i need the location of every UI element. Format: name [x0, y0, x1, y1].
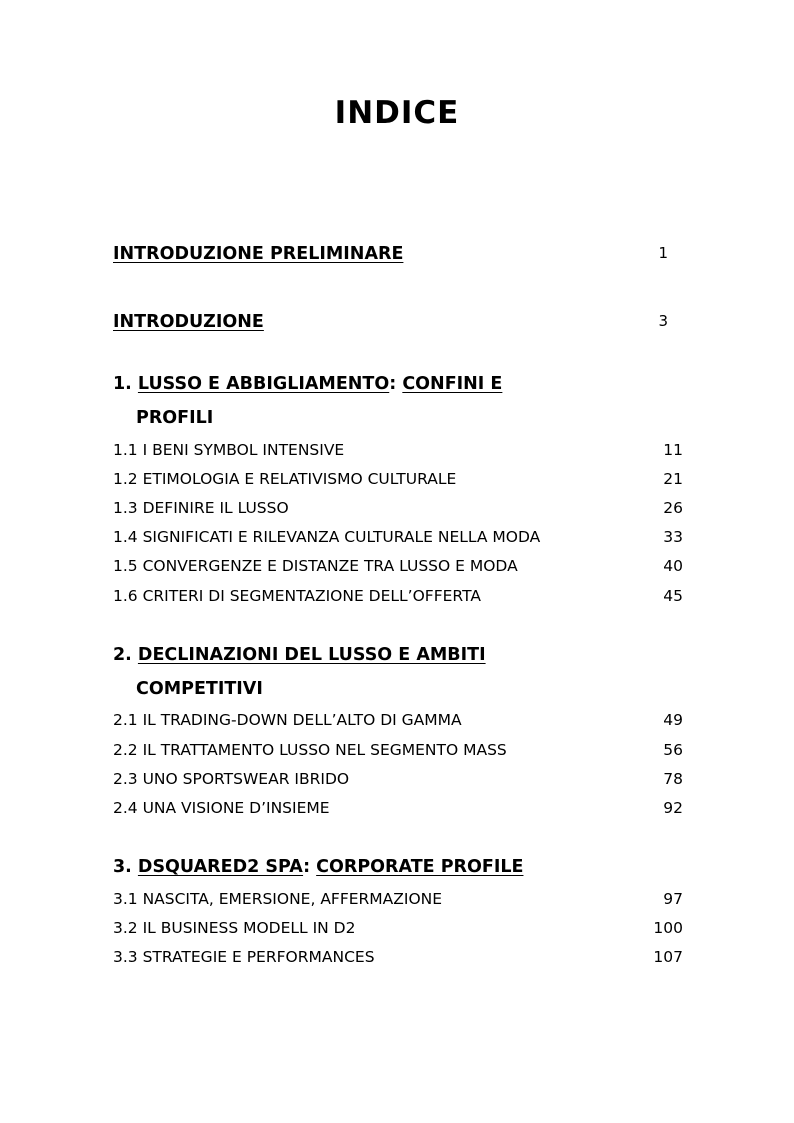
toc-entry[interactable] — [113, 557, 683, 583]
toc-entry-page: 97 — [663, 890, 683, 908]
toc-entry-page: 56 — [663, 741, 683, 759]
chapter-title-separator: : — [303, 857, 311, 877]
chapter-title-part: DSQUARED2 SPA — [137, 857, 304, 877]
chapter-title-part: CONFINI E — [402, 374, 503, 394]
page-title: INDICE — [334, 95, 460, 131]
toc-entry-label: 1.5 CONVERGENZE E DISTANZE TRA LUSSO E MODA — [113, 557, 518, 575]
chapter-1-heading[interactable] — [113, 374, 502, 394]
toc-entry[interactable] — [113, 499, 683, 525]
toc-entry-label: 1.1 I BENI SYMBOL INTENSIVE — [113, 441, 345, 459]
toc-entry-label: 2.3 UNO SPORTSWEAR IBRIDO — [113, 770, 350, 788]
toc-entry-page: 33 — [663, 528, 683, 546]
toc-entry-label: 2.2 IL TRATTAMENTO LUSSO NEL SEGMENTO MASS — [113, 741, 507, 759]
toc-entry[interactable] — [113, 741, 683, 767]
toc-entry[interactable] — [113, 587, 683, 613]
toc-entry-label: 3.2 IL BUSINESS MODELL IN D2 — [113, 919, 356, 937]
toc-entry-page: 11 — [663, 441, 683, 459]
chapter-3-heading[interactable] — [113, 857, 523, 877]
toc-entry-label: 1.4 SIGNIFICATI E RILEVANZA CULTURALE NELLA MODA — [113, 528, 541, 546]
toc-entry-page: 100 — [653, 919, 683, 937]
chapter-title-part: COMPETITIVI — [136, 679, 263, 699]
toc-entry[interactable] — [113, 711, 683, 737]
chapter-number: 3. — [113, 857, 132, 877]
toc-entry[interactable] — [113, 799, 683, 825]
toc-entry-label: 2.1 IL TRADING-DOWN DELL’ALTO DI GAMMA — [113, 711, 462, 729]
chapter-title-part: DECLINAZIONI DEL LUSSO E AMBITI — [137, 645, 486, 665]
toc-entry[interactable] — [113, 441, 683, 467]
toc-entry-page: 40 — [663, 557, 683, 575]
toc-entry-label: 1.3 DEFINIRE IL LUSSO — [113, 499, 289, 517]
toc-entry-page: 45 — [663, 587, 683, 605]
chapter-2-heading[interactable] — [113, 645, 486, 665]
toc-entry[interactable] — [113, 770, 683, 796]
toc-entry[interactable] — [113, 528, 683, 554]
toc-entry[interactable] — [113, 919, 683, 945]
toc-entry-label: INTRODUZIONE — [113, 312, 264, 332]
toc-entry-label: INTRODUZIONE PRELIMINARE — [113, 244, 404, 264]
toc-entry-introduzione-preliminare[interactable] — [113, 244, 683, 270]
toc-entry-page: 78 — [663, 770, 683, 788]
toc-entry-page: 92 — [663, 799, 683, 817]
toc-entry-page: 3 — [658, 312, 668, 330]
toc-entry-page: 26 — [663, 499, 683, 517]
toc-entry-page: 107 — [653, 948, 683, 966]
toc-entry-label: 1.6 CRITERI DI SEGMENTAZIONE DELL’OFFERTA — [113, 587, 481, 605]
toc-entry-introduzione[interactable] — [113, 312, 683, 338]
toc-entry-label: 1.2 ETIMOLOGIA E RELATIVISMO CULTURALE — [113, 470, 457, 488]
chapter-1-heading-continued — [136, 408, 213, 428]
chapter-number: 2. — [113, 645, 132, 665]
toc-entry-label: 3.1 NASCITA, EMERSIONE, AFFERMAZIONE — [113, 890, 443, 908]
toc-entry-page: 1 — [658, 244, 668, 262]
toc-entry-page: 21 — [663, 470, 683, 488]
chapter-title-part: CORPORATE PROFILE — [316, 857, 524, 877]
toc-entry-label: 3.3 STRATEGIE E PERFORMANCES — [113, 948, 375, 966]
chapter-title-part: LUSSO E ABBIGLIAMENTO — [137, 374, 390, 394]
toc-entry[interactable] — [113, 470, 683, 496]
chapter-number: 1. — [113, 374, 132, 394]
chapter-title-part: PROFILI — [136, 408, 214, 428]
chapter-2-heading-continued — [136, 679, 263, 699]
chapter-title-separator: : — [389, 374, 397, 394]
toc-entry[interactable] — [113, 948, 683, 974]
toc-entry[interactable] — [113, 890, 683, 916]
toc-entry-page: 49 — [663, 711, 683, 729]
toc-entry-label: 2.4 UNA VISIONE D’INSIEME — [113, 799, 330, 817]
